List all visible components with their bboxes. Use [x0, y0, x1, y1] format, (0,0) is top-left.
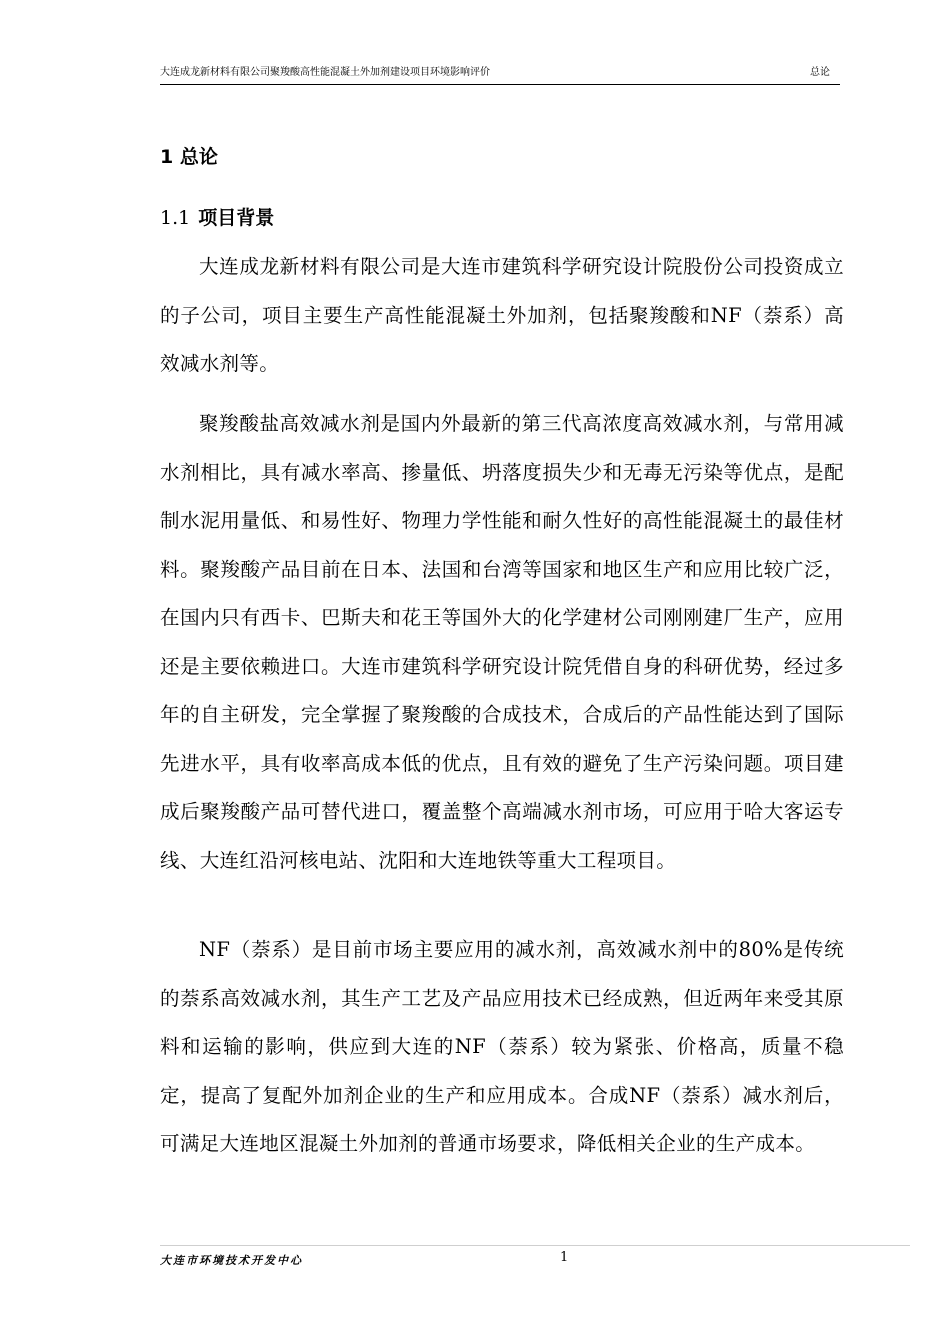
section-name: 项目背景: [198, 207, 275, 229]
chapter-title: 1 总论: [160, 146, 218, 168]
header-document-title: 大连成龙新材料有限公司聚羧酸高性能混凝土外加剂建设项目环境影响评价: [160, 67, 490, 78]
paragraph-company-intro: 大连成龙新材料有限公司是大连市建筑科学研究设计院股份公司投资成立的子公司，项目主要生产高性能混凝土外加剂，包括聚羧酸和NF（萘系）高效减水剂等。: [160, 255, 844, 375]
section-number: 1.1: [160, 207, 191, 229]
page-header: [160, 66, 840, 85]
footer-organization: 大连市环境技术开发中心: [160, 1254, 303, 1267]
section-title: [160, 204, 274, 232]
paragraph-polycarboxylate: 聚羧酸盐高效减水剂是国内外最新的第三代高浓度高效减水剂，与常用减水剂相比，具有减水率高、掺量低、坍落度损失少和无毒无污染等优点，是配制水泥用量低、和易性好、物理力学性能和耐久性好的高性能混凝土的最佳材料。聚羧酸产品目前在日本、法国和台湾等国家和地区生产和应用比较广泛，在国内只有西卡、巴斯夫和花王等国外大的化学建材公司刚刚建厂生产，应用还是主要依赖进口。大连市建筑科学研究设计院凭借自身的科研优势，经过多年的自主研发，完全掌握了聚羧酸的合成技术，合成后的产品性能达到了国际先进水平，具有收率高成本低的优点，且有效的避免了生产污染问题。项目建成后聚羧酸产品可替代进口，覆盖整个高端减水剂市场，可应用于哈大客运专线、大连红沿河核电站、沈阳和大连地铁等重大工程项目。: [160, 412, 844, 872]
header-section-label: 总论: [810, 67, 830, 78]
paragraph-nf-naphthalene: NF（萘系）是目前市场主要应用的减水剂，高效减水剂中的80%是传统的萘系高效减水剂，其生产工艺及产品应用技术已经成熟，但近两年来受其原料和运输的影响，供应到大连的NF（萘系）较为紧张、价格高，质量不稳定，提高了复配外加剂企业的生产和应用成本。合成NF（萘系）减水剂后，可满足大连地区混凝土外加剂的普通市场要求，降低相关企业的生产成本。: [160, 938, 844, 1155]
page-number: 1: [560, 1250, 569, 1265]
page-footer: [160, 1245, 910, 1276]
